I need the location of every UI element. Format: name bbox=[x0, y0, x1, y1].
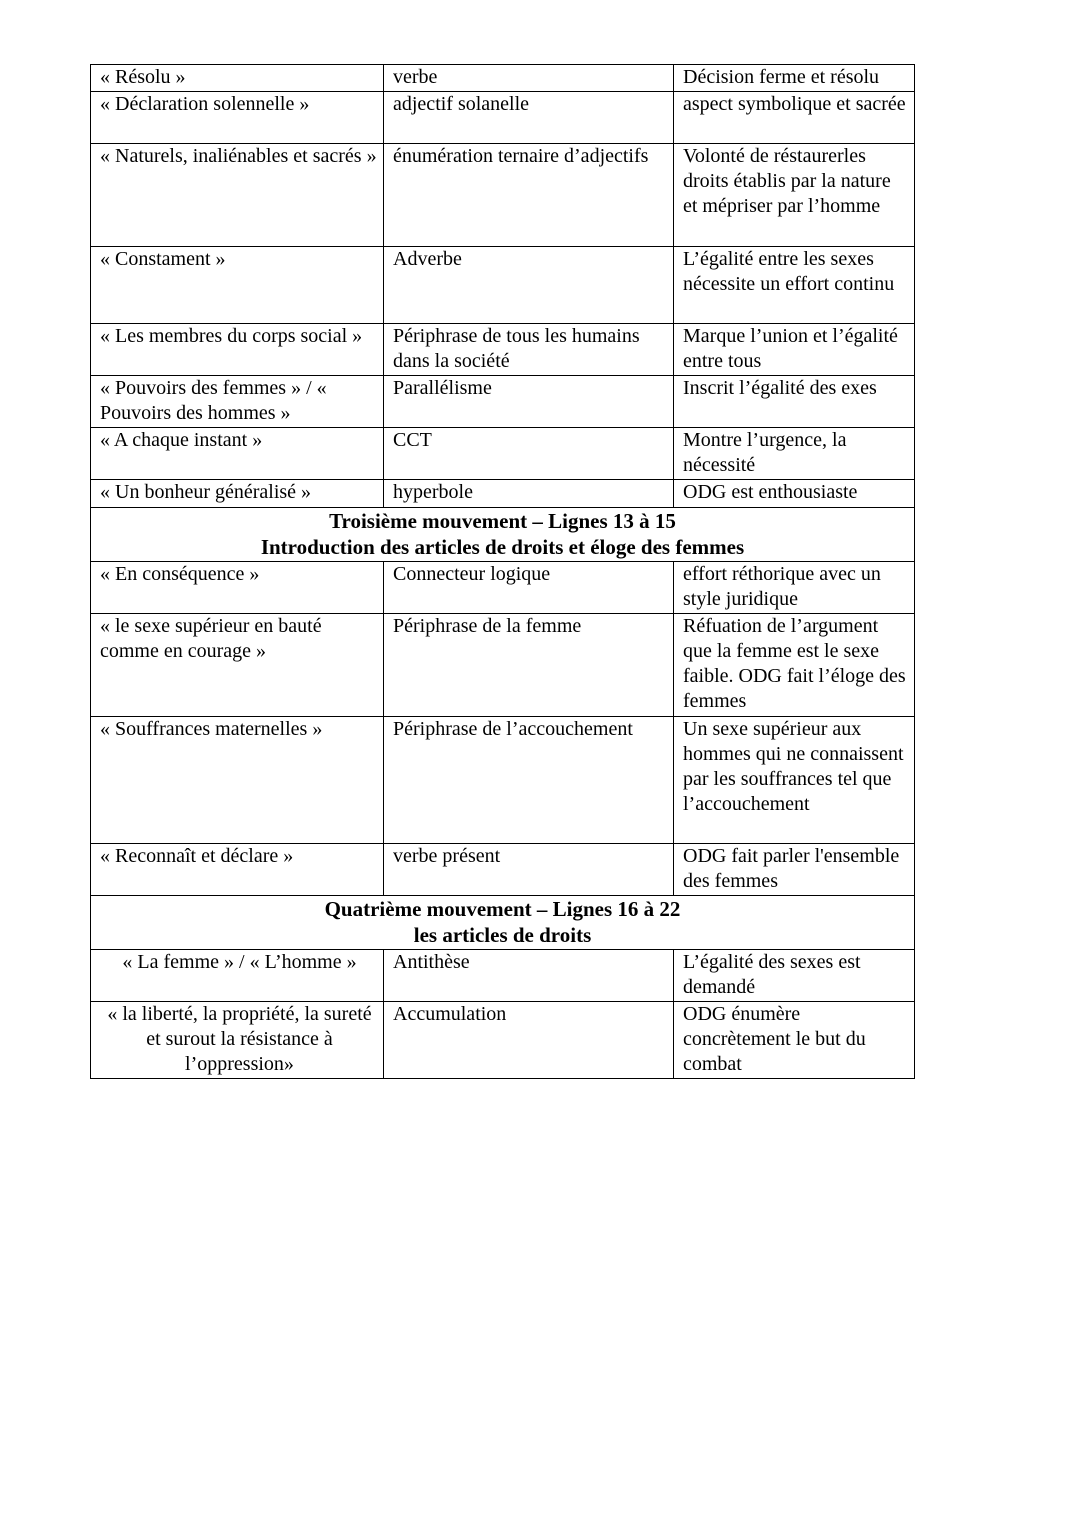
quote-cell: « Un bonheur généralisé » bbox=[91, 480, 384, 508]
interpretation-cell: ODG fait parler l'ensemble des femmes bbox=[674, 844, 915, 896]
table-body-fourth-movement bbox=[91, 950, 915, 1079]
section-title: Troisième mouvement – Lignes 13 à 15 bbox=[329, 509, 676, 533]
section-header-cell bbox=[91, 896, 915, 950]
interpretation-cell: Réfuation de l’argument que la femme est le sexe faible. ODG fait l’éloge des femmes bbox=[674, 614, 915, 717]
figure-cell: Périphrase de tous les humains dans la société bbox=[384, 324, 674, 376]
table-body-third-movement bbox=[91, 562, 915, 896]
table-row bbox=[91, 324, 915, 376]
figure-cell: Périphrase de l’accouchement bbox=[384, 717, 674, 844]
quote-cell: « Les membres du corps social » bbox=[91, 324, 384, 376]
interpretation-cell: L’égalité entre les sexes nécessite un effort continu bbox=[674, 247, 915, 324]
section-header-row bbox=[91, 508, 915, 562]
quote-cell: « A chaque instant » bbox=[91, 428, 384, 480]
interpretation-cell: Montre l’urgence, la nécessité bbox=[674, 428, 915, 480]
interpretation-cell: effort réthorique avec un style juridique bbox=[674, 562, 915, 614]
figure-cell: Adverbe bbox=[384, 247, 674, 324]
table-row bbox=[91, 717, 915, 844]
section-subtitle: les articles de droits bbox=[413, 923, 592, 947]
quote-cell: « le sexe supérieur en bauté comme en courage » bbox=[91, 614, 384, 717]
quote-cell: « Constament » bbox=[91, 247, 384, 324]
analysis-table bbox=[90, 64, 915, 1079]
section-third-movement bbox=[91, 508, 915, 562]
table-row bbox=[91, 950, 915, 1002]
table-body-first-movements bbox=[91, 65, 915, 508]
table-row bbox=[91, 844, 915, 896]
quote-cell: « Pouvoirs des femmes » / « Pouvoirs des hommes » bbox=[91, 376, 384, 428]
section-subtitle: Introduction des articles de droits et éloge des femmes bbox=[260, 535, 745, 559]
interpretation-cell: Un sexe supérieur aux hommes qui ne connaissent par les souffrances tel que l’accouchement bbox=[674, 717, 915, 844]
table-row bbox=[91, 1002, 915, 1079]
quote-cell: « Souffrances maternelles » bbox=[91, 717, 384, 844]
interpretation-cell: Inscrit l’égalité des exes bbox=[674, 376, 915, 428]
figure-cell: Parallélisme bbox=[384, 376, 674, 428]
section-header-row bbox=[91, 896, 915, 950]
quote-cell: « la liberté, la propriété, la sureté et surout la résistance à l’oppression» bbox=[91, 1002, 384, 1079]
table-row bbox=[91, 144, 915, 247]
section-fourth-movement bbox=[91, 896, 915, 950]
table-row bbox=[91, 65, 915, 92]
figure-cell: verbe présent bbox=[384, 844, 674, 896]
figure-cell: Connecteur logique bbox=[384, 562, 674, 614]
interpretation-cell: Volonté de réstaurerles droits établis par la nature et mépriser par l’homme bbox=[674, 144, 915, 247]
figure-cell: Périphrase de la femme bbox=[384, 614, 674, 717]
interpretation-cell: ODG énumère concrètement le but du combat bbox=[674, 1002, 915, 1079]
figure-cell: Antithèse bbox=[384, 950, 674, 1002]
interpretation-cell: aspect symbolique et sacrée bbox=[674, 92, 915, 144]
table-row bbox=[91, 92, 915, 144]
figure-cell: Accumulation bbox=[384, 1002, 674, 1079]
quote-cell: « Résolu » bbox=[91, 65, 384, 92]
interpretation-cell: Décision ferme et résolu bbox=[674, 65, 915, 92]
table-row bbox=[91, 428, 915, 480]
quote-cell: « Naturels, inaliénables et sacrés » bbox=[91, 144, 384, 247]
table-row bbox=[91, 480, 915, 508]
table-row bbox=[91, 562, 915, 614]
figure-cell: CCT bbox=[384, 428, 674, 480]
section-title: Quatrième mouvement – Lignes 16 à 22 bbox=[324, 897, 681, 921]
table-row bbox=[91, 376, 915, 428]
quote-cell: « La femme » / « L’homme » bbox=[91, 950, 384, 1002]
table-row bbox=[91, 247, 915, 324]
table-row bbox=[91, 614, 915, 717]
figure-cell: énumération ternaire d’adjectifs bbox=[384, 144, 674, 247]
interpretation-cell: L’égalité des sexes est demandé bbox=[674, 950, 915, 1002]
section-header-cell bbox=[91, 508, 915, 562]
figure-cell: hyperbole bbox=[384, 480, 674, 508]
quote-cell: « En conséquence » bbox=[91, 562, 384, 614]
interpretation-cell: Marque l’union et l’égalité entre tous bbox=[674, 324, 915, 376]
quote-cell: « Déclaration solennelle » bbox=[91, 92, 384, 144]
figure-cell: verbe bbox=[384, 65, 674, 92]
figure-cell: adjectif solanelle bbox=[384, 92, 674, 144]
interpretation-cell: ODG est enthousiaste bbox=[674, 480, 915, 508]
quote-cell: « Reconnaît et déclare » bbox=[91, 844, 384, 896]
